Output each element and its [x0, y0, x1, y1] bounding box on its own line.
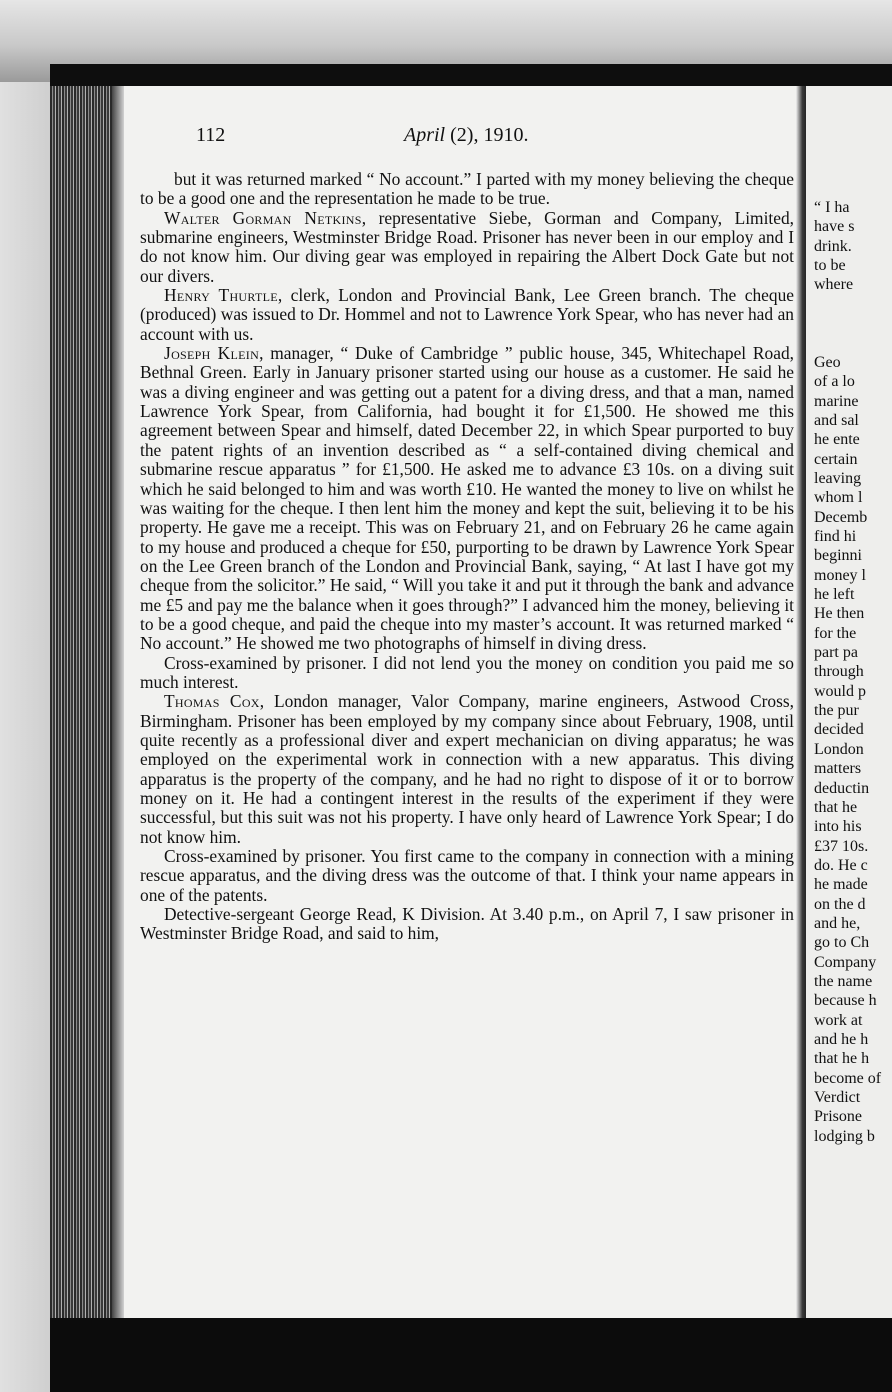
book-spine-edge: [50, 86, 120, 1320]
witness-name: Henry Thurtle: [164, 285, 278, 306]
paragraph-cross-examined-1: [140, 654, 794, 693]
facing-page-line: Decemb: [814, 508, 868, 526]
facing-page-line: lodging b: [814, 1127, 875, 1145]
facing-page-line: go to Ch: [814, 934, 870, 952]
facing-page-line: to be: [814, 257, 846, 275]
paragraph-klein: [140, 344, 794, 654]
facing-page-line: He then: [814, 605, 865, 623]
paragraph-text: Cross-examined by prisoner. I did not lend you the money on condition you paid me so much interest.: [140, 652, 794, 692]
facing-page-line: and he,: [814, 914, 861, 932]
facing-page-line: work at: [814, 1011, 863, 1029]
paragraph-netkins: [140, 209, 794, 286]
running-title-month: April: [404, 124, 446, 146]
facing-page-line: marine: [814, 392, 859, 410]
facing-page-line: drink.: [814, 237, 852, 255]
facing-page-line: certain: [814, 450, 858, 468]
body-text: [140, 170, 794, 944]
facing-page-line: London: [814, 740, 864, 758]
paragraph-text: , manager, “ Duke of Cambridge ” public house, 345, Whitechapel Road, Bethnal Green. Early in January prisoner started using our house as a customer. He said he was a diving engineer and was getting out a patent for a diving dress, and that a man, named Lawrence York Spear, from California, had bought it for £1,500. He showed me this agreement between Spear and himself, dated December 22, in which Spear purported to buy the patent rights of an invention described as “ a self-contained diving chemical and submarine rescue apparatus ” for £1,500. He asked me to advance £3 10s. on a diving suit which he said belonged to him and was worth £10. He wanted the money to live on whilst he was waiting for the cheque. I then lent him the money and kept the suit, believing it to be his property. He gave me a receipt. This was on February 21, and on February 26 he came again to my house and produced a cheque for £50, purporting to be drawn by Lawrence York Spear on the Lee Green branch of the London and Provincial Bank, saying, “ At last I have got my cheque from the solicitor.” He said, “ Will you take it and put it through the bank and advance me £5 and pay me the balance when it goes through?” I advanced him the money, believing it to be a good cheque, and paid the cheque into my master’s account. It was returned marked “ No account.” He showed me two photographs of himself in diving dress.: [140, 343, 794, 654]
facing-page-line: of a lo: [814, 373, 855, 391]
paragraph-text: Detective-sergeant George Read, K Division. At 3.40 p.m., on April 7, I saw prisoner in Westminster Bridge Road, and said to him,: [140, 904, 794, 944]
facing-page-line: into his: [814, 818, 862, 836]
witness-name: Thomas Cox: [164, 691, 260, 712]
facing-page-line: find hi: [814, 527, 857, 545]
facing-page-line: matters: [814, 760, 862, 778]
paragraph-text: , London manager, Valor Company, marine engineers, Astwood Cross, Birmingham. Prisoner has been employed by my company since about February, 1908, until quite recently as a professional diver and expert mechanician on diving apparatus; he was employed on the experimental work in connection with a new apparatus. This diving apparatus is the property of the company, and he had no right to dispose of it or to borrow money on it. He had a contingent interest in the results of the experiment if they were successful, but this suit was not his property. I have only heard of Lawrence York Spear; I do not know him.: [140, 691, 794, 847]
paragraph-read: [140, 905, 794, 944]
scan-background-left: [0, 82, 50, 1392]
page-number: 112: [196, 124, 226, 146]
running-title-date: (2), 1910.: [445, 124, 529, 146]
facing-page-line: £37 10s.: [814, 837, 869, 855]
scan-dark-band: [50, 64, 892, 88]
facing-page-line: he ente: [814, 431, 860, 449]
facing-page-line: where: [814, 276, 854, 294]
facing-page-line: for the: [814, 624, 857, 642]
facing-page-line: become of: [814, 1069, 882, 1087]
facing-page-line: leaving: [814, 469, 862, 487]
paragraph-continuation: [140, 170, 794, 209]
facing-page-line: would p: [814, 682, 866, 700]
paragraph-text: but it was returned marked “ No account.” I parted with my money believing the cheque to be a good one and the representation he made to be true.: [140, 169, 794, 209]
facing-page-line: through: [814, 663, 864, 681]
witness-name: Walter Gorman Netkins: [164, 207, 362, 228]
running-title: [404, 124, 528, 147]
witness-name: Joseph Klein: [164, 343, 260, 364]
facing-page-line: Prisone: [814, 1108, 862, 1126]
facing-page-line: whom l: [814, 489, 863, 507]
facing-page-line: on the d: [814, 895, 866, 913]
paragraph-cox: [140, 692, 794, 847]
paragraph-text: , clerk, London and Provincial Bank, Lee Green branch. The cheque (produced) was issued to Dr. Hommel and not to Lawrence York Spear, who has never had an account with us.: [140, 285, 794, 344]
paragraph-thurtle: [140, 286, 794, 344]
facing-page-fragment: [806, 86, 892, 1318]
facing-page-line: he left: [814, 586, 855, 603]
facing-page-line: because h: [814, 992, 877, 1010]
facing-page-line: the pur: [814, 702, 859, 720]
facing-page-line: money l: [814, 566, 866, 584]
facing-page-line: the name: [814, 973, 873, 990]
facing-page-line: part pa: [814, 644, 858, 662]
paragraph-cross-examined-2: [140, 847, 794, 905]
facing-page-line: Geo: [814, 353, 841, 371]
facing-page-line: do. He c: [814, 856, 868, 874]
paragraph-text: , representative Siebe, Gorman and Company, Limited, submarine engineers, Westminster Bridge Road. Prisoner has never been in our employ and I do not know him. Our diving gear was employed in repairing the Albert Dock Gate but not our divers.: [140, 207, 795, 286]
facing-page-line: have s: [814, 218, 855, 236]
facing-page-line: “ I ha: [814, 199, 850, 216]
facing-page-line: and he h: [814, 1031, 869, 1049]
facing-page-line: deductin: [814, 779, 870, 797]
facing-page-line: Company: [814, 953, 877, 971]
running-head: [196, 124, 756, 152]
paragraph-text: Cross-examined by prisoner. You first came to the company in connection with a mining rescue apparatus, and the diving dress was the outcome of that. I think your name appears in one of the patents.: [140, 846, 794, 905]
facing-page-line: decided: [814, 721, 864, 739]
facing-page-line: he made: [814, 876, 868, 894]
facing-page-line: beginni: [814, 547, 862, 565]
facing-page-line: that he: [814, 798, 858, 816]
scan-dark-band-bottom: [50, 1318, 892, 1392]
facing-page-line: Verdict: [814, 1089, 861, 1107]
facing-page-line: and sal: [814, 411, 859, 429]
facing-page-line: that he h: [814, 1050, 870, 1068]
